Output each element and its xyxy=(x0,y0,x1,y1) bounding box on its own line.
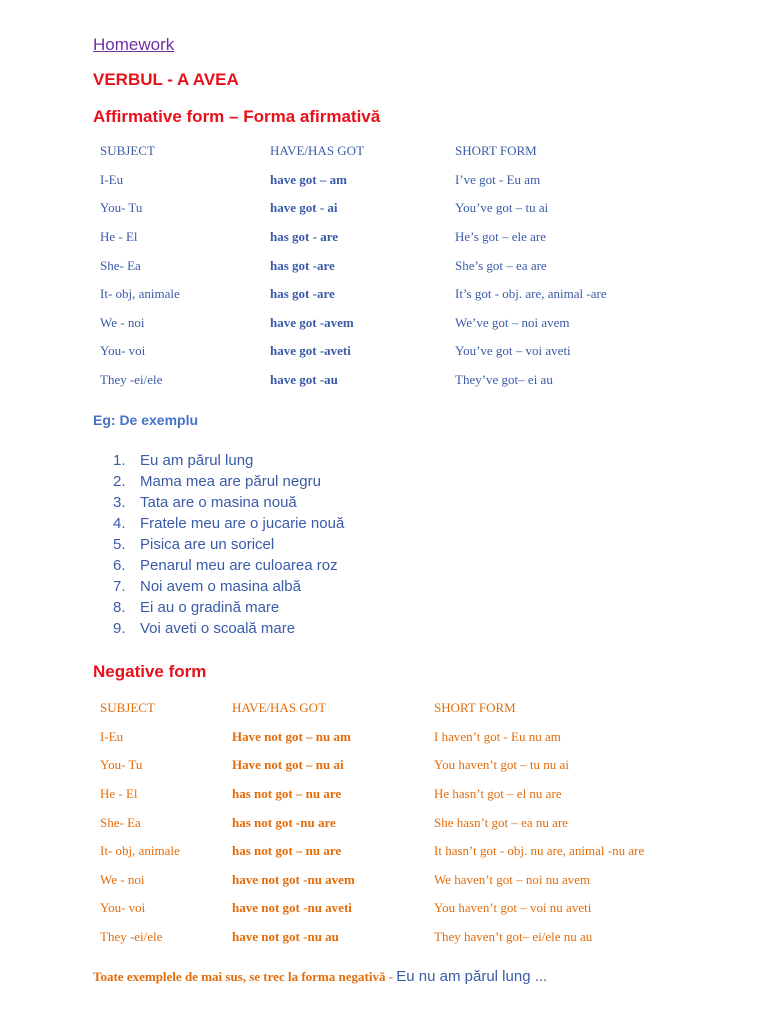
subject-cell: They -ei/ele xyxy=(100,372,163,387)
short-form-cell: It’s got - obj. are, animal -are xyxy=(455,286,607,301)
list-text: Noi avem o masina albă xyxy=(140,578,301,595)
list-number: 9. xyxy=(113,620,126,637)
header-have-has-got: HAVE/HAS GOT xyxy=(232,700,327,715)
subject-cell: We - noi xyxy=(100,872,145,887)
short-form-cell: He’s got – ele are xyxy=(455,229,546,244)
negative-title: Negative form xyxy=(93,662,207,681)
verb-cell: have not got -nu avem xyxy=(232,872,355,887)
header-short-form: SHORT FORM xyxy=(434,700,516,715)
short-form-cell: I haven’t got - Eu nu am xyxy=(434,729,561,744)
short-form-cell: She hasn’t got – ea nu are xyxy=(434,815,569,830)
verb-cell: has not got – nu are xyxy=(232,843,342,858)
homework-title: Homework xyxy=(93,35,175,54)
short-form-cell: You haven’t got – voi nu aveti xyxy=(434,900,592,915)
example-label: Eg: De exemplu xyxy=(93,412,199,428)
verb-cell: Have not got – nu am xyxy=(232,729,351,744)
verb-title: VERBUL - A AVEA xyxy=(93,70,239,89)
subject-cell: You- voi xyxy=(100,900,146,915)
subject-cell: You- Tu xyxy=(100,200,143,215)
short-form-cell: We’ve got – noi avem xyxy=(455,315,570,330)
list-number: 8. xyxy=(113,599,126,616)
list-number: 5. xyxy=(113,536,126,553)
subject-cell: She- Ea xyxy=(100,815,141,830)
verb-cell: has got -are xyxy=(270,258,335,273)
verb-cell: have got -aveti xyxy=(270,343,351,358)
short-form-cell: I’ve got - Eu am xyxy=(455,172,541,187)
subject-cell: He - El xyxy=(100,229,138,244)
list-number: 2. xyxy=(113,473,126,490)
short-form-cell: They haven’t got– ei/ele nu au xyxy=(434,929,593,944)
subject-cell: They -ei/ele xyxy=(100,929,163,944)
verb-cell: have got -au xyxy=(270,372,338,387)
list-text: Ei au o gradină mare xyxy=(140,599,280,616)
list-number: 7. xyxy=(113,578,126,595)
verb-cell: have got -avem xyxy=(270,315,354,330)
subject-cell: She- Ea xyxy=(100,258,141,273)
subject-cell: You- Tu xyxy=(100,757,143,772)
short-form-cell: We haven’t got – noi nu avem xyxy=(434,872,591,887)
verb-cell: have got – am xyxy=(270,172,347,187)
verb-cell: have not got -nu au xyxy=(232,929,339,944)
short-form-cell: She’s got – ea are xyxy=(455,258,547,273)
subject-cell: I-Eu xyxy=(100,172,124,187)
footer-note xyxy=(93,968,547,986)
header-subject: SUBJECT xyxy=(100,143,155,158)
list-text: Penarul meu are culoarea roz xyxy=(140,557,338,574)
subject-cell: It- obj, animale xyxy=(100,843,180,858)
list-number: 4. xyxy=(113,515,126,532)
list-text: Mama mea are părul negru xyxy=(140,473,321,490)
header-subject: SUBJECT xyxy=(100,700,155,715)
footer-instruction: Toate exemplele de mai sus, se trec la forma negativă - xyxy=(93,969,397,984)
short-form-cell: They’ve got– ei au xyxy=(455,372,553,387)
short-form-cell: You’ve got – voi aveti xyxy=(455,343,571,358)
short-form-cell: You’ve got – tu ai xyxy=(455,200,549,215)
list-number: 6. xyxy=(113,557,126,574)
verb-cell: has not got -nu are xyxy=(232,815,336,830)
subject-cell: We - noi xyxy=(100,315,145,330)
list-text: Pisica are un soricel xyxy=(140,536,275,553)
subject-cell: It- obj, animale xyxy=(100,286,180,301)
subject-cell: He - El xyxy=(100,786,138,801)
short-form-cell: He hasn’t got – el nu are xyxy=(434,786,562,801)
verb-cell: has got -are xyxy=(270,286,335,301)
short-form-cell: You haven’t got – tu nu ai xyxy=(434,757,569,772)
subject-cell: I-Eu xyxy=(100,729,124,744)
list-number: 3. xyxy=(113,494,126,511)
header-short-form: SHORT FORM xyxy=(455,143,537,158)
verb-cell: Have not got – nu ai xyxy=(232,757,344,772)
list-text: Voi aveti o scoală mare xyxy=(140,620,296,637)
verb-cell: has got - are xyxy=(270,229,339,244)
verb-cell: have not got -nu aveti xyxy=(232,900,352,915)
list-text: Eu am părul lung xyxy=(140,452,254,469)
verb-cell: has not got – nu are xyxy=(232,786,342,801)
affirmative-title: Affirmative form – Forma afirmativă xyxy=(93,107,381,126)
verb-cell: have got - ai xyxy=(270,200,338,215)
short-form-cell: It hasn’t got - obj. nu are, animal -nu are xyxy=(434,843,645,858)
subject-cell: You- voi xyxy=(100,343,146,358)
header-have-has-got: HAVE/HAS GOT xyxy=(270,143,365,158)
footer-example: Eu nu am părul lung ... xyxy=(396,968,548,985)
list-text: Fratele meu are o jucarie nouă xyxy=(140,515,345,532)
list-text: Tata are o masina nouă xyxy=(140,494,297,511)
list-number: 1. xyxy=(113,452,126,469)
